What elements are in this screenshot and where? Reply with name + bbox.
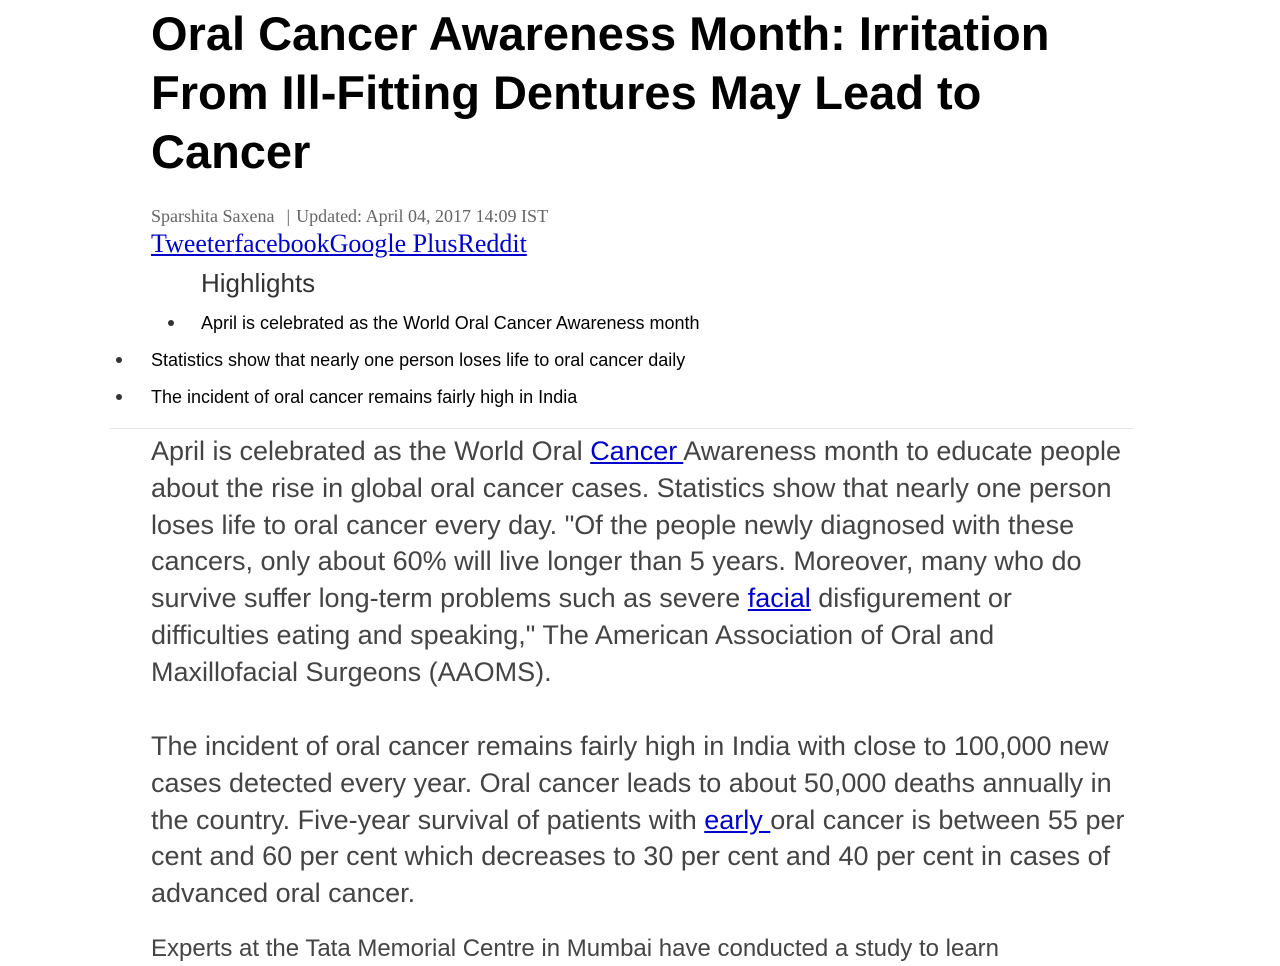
highlight-item [151,349,685,371]
share-reddit-link[interactable]: Reddit [457,229,527,258]
paragraph-text: April is celebrated as the World Oral [151,436,591,466]
highlights-heading: Highlights [201,268,316,298]
article-byline [151,205,548,227]
paragraph-text: disfigurement or difficulties eating and speaking," The American Association of Oral and Maxillofacial Surgeons (AAOMS). [151,583,1012,687]
share-tweeter-link[interactable]: Tweeter [151,229,235,258]
bullet-dot-icon [116,357,122,363]
cancer-link[interactable]: Cancer [590,436,684,466]
article-headline: Oral Cancer Awareness Month: Irritation From Ill-Fitting Dentures May Lead to Cancer [151,7,1050,178]
paragraph-text: The incident of oral cancer remains fairly high in India with close to 100,000 new cases detected every year. Oral cancer leads to about 50,000 deaths annually in the country. Five-year survival of patients with [151,731,1112,835]
section-divider [110,428,1134,429]
highlight-text: The incident of oral cancer remains fairly high in India [151,387,578,407]
early-link[interactable]: early [704,804,771,835]
body-paragraph-2 [151,728,1126,912]
body-paragraph-1 [151,433,1126,691]
body-paragraph-3: Experts at the Tata Memorial Centre in Mumbai have conducted a study to learn [151,935,1000,962]
facial-link[interactable]: facial [747,583,811,614]
share-facebook-link[interactable]: facebook [234,229,330,258]
highlight-item [201,312,700,334]
highlight-item [151,386,577,408]
bullet-dot-icon [116,394,122,400]
byline-separator: | [286,206,291,226]
author-name: Sparshita Saxena [151,206,275,226]
share-links [151,229,527,259]
paragraph-text: Awareness month to educate people about the rise in global oral cancer cases. Statistics show that nearly one person loses life to oral cancer every day. "Of the people newly diagnosed with these cancers, only about 60% will live longer than 5 years. Moreover, many who do survive suffer long-term problems such as severe [151,436,1122,614]
highlight-text: April is celebrated as the World Oral Cancer Awareness month [201,313,700,333]
bullet-dot-icon [168,320,174,326]
updated-timestamp: Updated: April 04, 2017 14:09 IST [296,206,549,226]
highlight-text: Statistics show that nearly one person loses life to oral cancer daily [151,350,686,370]
paragraph-text: oral cancer is between 55 per cent and 60 per cent which decreases to 30 per cent and 40 per cent in cases of advanced oral cancer. [151,804,1125,909]
share-google-plus-link[interactable]: Google Plus [329,229,458,258]
